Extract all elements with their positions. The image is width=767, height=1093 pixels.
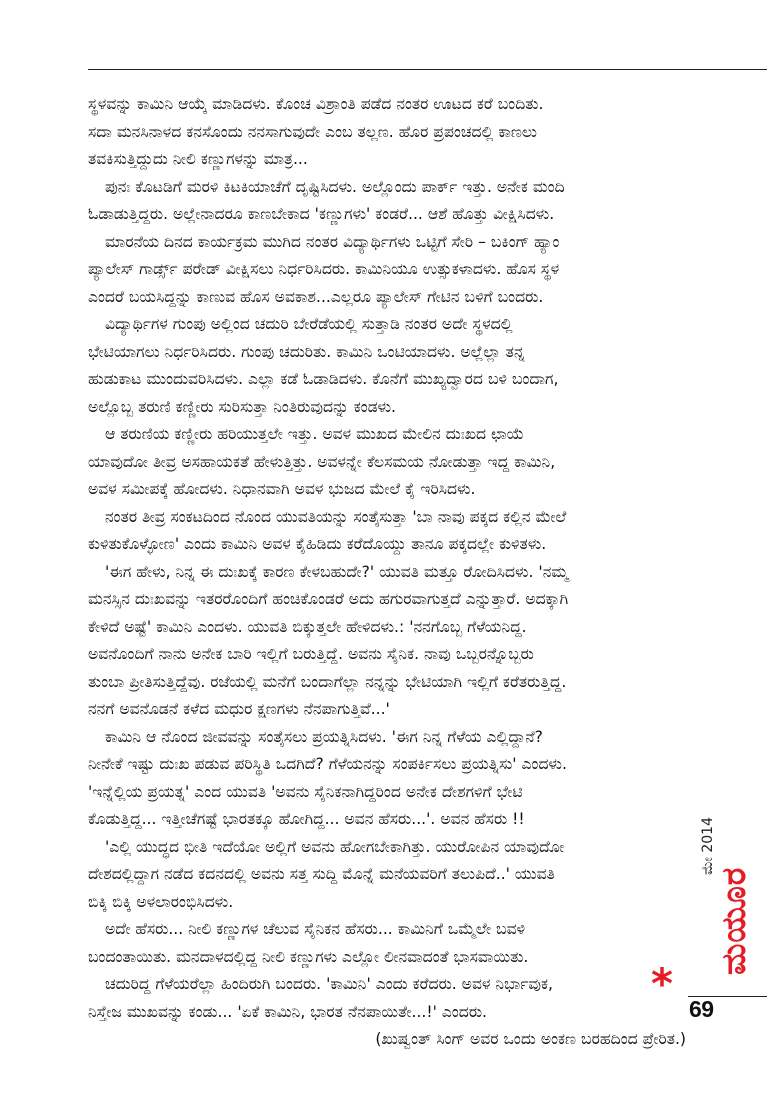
article-line: ನಿಸ್ತೇಜ ಮುಖವನ್ನು ಕಂಡು... 'ಏಕೆ ಕಾಮಿನಿ, ಭಾರತ ನೆನಪಾಯಿತೇ...!' ಎಂದರು. (88, 1002, 488, 1021)
article-line: ಓಡಾಡುತ್ತಿದ್ದರು. ಅಲ್ಲೇನಾದರೂ ಕಾಣಬೇಕಾದ 'ಕಣ್ಣುಗಳು' ಕಂಡರೆ... ಆಶೆ ಹೊತ್ತು ವೀಕ್ಷಿಸಿದಳು. (88, 205, 555, 223)
article-line: ಚದುರಿದ್ದ ಗೆಳೆಯರೆಲ್ಲಾ ಹಿಂದಿರುಗಿ ಬಂದರು. 'ಕಾಮಿನಿ' ಎಂದು ಕರೆದರು. ಅವಳ ನಿರ್ಭಾವುಕ, (105, 975, 553, 993)
article-line: ನೀನೇಕೆ ಇಷ್ಟು ದುಃಖ ಪಡುವ ಪರಿಸ್ಥಿತಿ ಒದಗಿದೆ? ಗೆಳೆಯನನ್ನು ಸಂಪರ್ಕಿಸಲು ಪ್ರಯತ್ನಿಸು' ಎಂದಳು. (88, 755, 567, 773)
article-line: 'ಈಗ ಹೇಳು, ನಿನ್ನ ಈ ದುಃಖಕ್ಕೆ ಕಾರಣ ಕೇಳಬಹುದೇ?' ಯುವತಿ ಮತ್ತೂ ರೋದಿಸಿದಳು. 'ನಮ್ಮ (105, 562, 569, 581)
article-line: ಯಾವುದೋ ತೀವ್ರ ಅಸಹಾಯಕತೆ ಹೇಳುತ್ತಿತ್ತು. ಅವಳನ್ನೇ ಕೆಲಸಮಯ ನೋಡುತ್ತಾ ಇದ್ದ ಕಾಮಿನಿ, (88, 452, 556, 471)
asterisk-icon: * (651, 959, 673, 1008)
article-line: ಬಂದಂತಾಯಿತು. ಮನದಾಳದಲ್ಲಿದ್ದ ನೀಲಿ ಕಣ್ಣುಗಳು ಎಲ್ಲೋ ಲೀನವಾದಂತೆ ಭಾಸವಾಯಿತು. (88, 947, 529, 966)
article-line: ಅದೇ ಹೆಸರು... ನೀಲಿ ಕಣ್ಣುಗಳ ಚೆಲುವ ಸೈನಿಕನ ಹೆಸರು... ಕಾಮಿನಿಗೆ ಒಮ್ಮೆಲೇ ಬವಳಿ (105, 920, 526, 938)
article-line: ಆ ತರುಣಿಯ ಕಣ್ಣೀರು ಹರಿಯುತ್ತಲೇ ಇತ್ತು. ಅವಳ ಮುಖದ ಮೇಲಿನ ದುಃಖದ ಛಾಯೆ (105, 425, 525, 443)
article-line: ಬಿಕ್ಕಿ ಬಿಕ್ಕಿ ಅಳಲಾರಂಭಿಸಿದಳು. (88, 892, 234, 911)
magazine-sidebar (686, 805, 753, 985)
article-line: ನಂತರ ತೀವ್ರ ಸಂಕಟದಿಂದ ನೊಂದ ಯುವತಿಯನ್ನು ಸಂತೈಸುತ್ತಾ 'ಬಾ ನಾವು ಪಕ್ಕದ ಕಲ್ಲಿನ ಮೇಲೆ (105, 507, 567, 526)
article-line: ವಿದ್ಯಾರ್ಥಿಗಳ ಗುಂಪು ಅಲ್ಲಿಂದ ಚದುರಿ ಬೇರೆಡೆಯಲ್ಲಿ ಸುತ್ತಾಡಿ ನಂತರ ಅದೇ ಸ್ಥಳದಲ್ಲಿ (105, 315, 513, 333)
article-line: ಹುಡುಕಾಟ ಮುಂದುವರಿಸಿದಳು. ಎಲ್ಲಾ ಕಡೆ ಓಡಾಡಿದಳು. ಕೊನೆಗೆ ಮುಖ್ಯದ್ವಾರದ ಬಳಿ ಬಂದಾಗ, (88, 370, 559, 388)
article-line: ಪ್ಯಾಲೇಸ್ ಗಾರ್ಡ್ಸ್ ಪರೇಡ್ ವೀಕ್ಷಿಸಲು ನಿರ್ಧರಿಸಿದರು. ಕಾಮಿನಿಯೂ ಉತ್ಸುಕಳಾದಳು. ಹೊಸ ಸ್ಥಳ (88, 260, 560, 278)
article-line: ಅವನೊಂದಿಗೆ ನಾನು ಅನೇಕ ಬಾರಿ ಇಲ್ಲಿಗೆ ಬರುತ್ತಿದ್ದೆ. ಅವನು ಸೈನಿಕ. ನಾವು ಒಬ್ಬರನ್ನೊಬ್ಬರು (88, 645, 534, 663)
page-number: 69 (689, 996, 714, 1022)
article-line: ಸ್ಥಳವನ್ನು ಕಾಮಿನಿ ಆಯ್ಕೆ ಮಾಡಿದಳು. ಕೊಂಚ ವಿಶ್ರಾಂತಿ ಪಡೆದ ನಂತರ ಊಟದ ಕರೆ ಬಂದಿತು. (88, 95, 544, 113)
article-line: ಮಾರನೆಯ ದಿನದ ಕಾರ್ಯಕ್ರಮ ಮುಗಿದ ನಂತರ ವಿದ್ಯಾರ್ಥಿಗಳು ಒಟ್ಟಿಗೆ ಸೇರಿ – ಬಕಿಂಗ್ ಹ್ಯಾಂ (105, 232, 560, 251)
article-line: ತವಕಿಸುತ್ತಿದ್ದುದು ನೀಲಿ ಕಣ್ಣುಗಳನ್ನು ಮಾತ್ರ... (88, 150, 308, 168)
article-line: ಎಂದರೆ ಬಯಸಿದ್ದನ್ನು ಕಾಣುವ ಹೊಸ ಅವಕಾಶ...ಎಲ್ಲರೂ ಪ್ಯಾಲೇಸ್ ಗೇಟಿನ ಬಳಿಗೆ ಬಂದರು. (88, 287, 544, 306)
article-line: ಅವಳ ಸಮೀಪಕ್ಕೆ ಹೋದಳು. ನಿಧಾನವಾಗಿ ಅವಳ ಭುಜದ ಮೇಲೆ ಕೈ ಇರಿಸಿದಳು. (88, 480, 476, 498)
article-line: ಕುಳಿತುಕೊಳ್ಳೋಣ' ಎಂದು ಕಾಮಿನಿ ಅವಳ ಕೈಹಿಡಿದು ಕರೆದೊಯ್ದು ತಾನೂ ಪಕ್ಕದಲ್ಲೇ ಕುಳಿತಳು. (88, 535, 547, 553)
issue-date: ಮೇ 2014 (700, 817, 716, 875)
attribution: (ಖುಷ್ವಂತ್ ಸಿಂಗ್ ಅವರ ಒಂದು ಅಂಕಣ ಬರಹದಿಂದ ಪ್ರೇರಿತ.) (375, 1030, 686, 1048)
article-line: ಭೇಟಿಯಾಗಲು ನಿರ್ಧರಿಸಿದರು. ಗುಂಪು ಚದುರಿತು. ಕಾಮಿನಿ ಒಂಟಿಯಾದಳು. ಅಲ್ಲೆಲ್ಲಾ ತನ್ನ (88, 342, 525, 361)
article-line: ಕೇಳಿದೆ ಅಷ್ಟೆ' ಕಾಮಿನಿ ಎಂದಳು. ಯುವತಿ ಬಿಕ್ಕುತ್ತಲೇ ಹೇಳಿದಳು.: 'ನನಗೊಬ್ಬ ಗೆಳೆಯನಿದ್ದ. (88, 617, 527, 636)
article-line: ದೇಶದಲ್ಲಿದ್ದಾಗ ನಡೆದ ಕದನದಲ್ಲಿ ಅವನು ಸತ್ತ ಸುದ್ದಿ ಮೊನ್ನೆ ಮನೆಯವರಿಗೆ ತಲುಪಿದೆ..' ಯುವತಿ (88, 865, 555, 883)
article-line: ಅಲ್ಲೊಬ್ಬ ತರುಣಿ ಕಣ್ಣೀರು ಸುರಿಸುತ್ತಾ ನಿಂತಿರುವುದನ್ನು ಕಂಡಳು. (88, 397, 397, 416)
magazine-title: ಮಯೂರ (714, 866, 753, 975)
top-divider (88, 69, 767, 70)
article-line: 'ಇನ್ನೆಲ್ಲಿಯ ಪ್ರಯತ್ನ' ಎಂದ ಯುವತಿ 'ಅವನು ಸೈನಿಕನಾಗಿದ್ದರಿಂದ ಅನೇಕ ದೇಶಗಳಿಗೆ ಭೇಟಿ (88, 782, 523, 801)
article-body (88, 91, 686, 1054)
article-line: ಕಾಮಿನಿ ಆ ನೊಂದ ಜೀವವನ್ನು ಸಂತೈಸಲು ಪ್ರಯತ್ನಿಸಿದಳು. 'ಈಗ ನಿನ್ನ ಗೆಳೆಯ ಎಲ್ಲಿದ್ದಾನೆ? (105, 727, 543, 746)
article-line: ಪುನಃ ಕೊಟಡಿಗೆ ಮರಳಿ ಕಿಟಕಿಯಾಚೆಗೆ ದೃಷ್ಟಿಸಿದಳು. ಅಲ್ಲೊಂದು ಪಾರ್ಕ್ ಇತ್ತು. ಅನೇಕ ಮಂದಿ (105, 177, 565, 196)
article-line: ಸದಾ ಮನಸಿನಾಳದ ಕನಸೊಂದು ನನಸಾಗುವುದೇ ಎಂಬ ತಲ್ಲಣ. ಹೊರ ಪ್ರಪಂಚದಲ್ಲಿ ಕಾಣಲು (88, 122, 537, 141)
article-line: ನನಗೆ ಅವನೊಡನೆ ಕಳೆದ ಮಧುರ ಕ್ಷಣಗಳು ನೆನಪಾಗುತ್ತಿವೆ...' (88, 700, 390, 718)
article-line: ತುಂಬಾ ಪ್ರೀತಿಸುತ್ತಿದ್ದೆವು. ರಜೆಯಲ್ಲಿ ಮನೆಗೆ ಬಂದಾಗೆಲ್ಲಾ ನನ್ನನ್ನು ಭೇಟಿಯಾಗಿ ಇಲ್ಲಿಗೆ ಕರೆತರುತ್ತಿದ್ದ. (88, 672, 567, 691)
article-line: 'ಎಲ್ಲಿ ಯುದ್ಧದ ಭೀತಿ ಇದೆಯೋ ಅಲ್ಲಿಗೆ ಅವನು ಹೋಗಬೇಕಾಗಿತ್ತು. ಯುರೋಪಿನ ಯಾವುದೋ (105, 837, 565, 856)
article-line: ಮನಸ್ಸಿನ ದುಃಖವನ್ನು ಇತರರೊಂದಿಗೆ ಹಂಚಿಕೊಂಡರೆ ಅದು ಹಗುರವಾಗುತ್ತದೆ ಎನ್ನುತ್ತಾರೆ. ಅದಕ್ಕಾಗಿ (88, 590, 569, 608)
article-line: ಕೊಡುತ್ತಿದ್ದ... ಇತ್ತೀಚೆಗಷ್ಟೆ ಭಾರತಕ್ಕೂ ಹೋಗಿದ್ದ... ಅವನ ಹೆಸರು...'. ಅವನ ಹೆಸರು !! (88, 810, 525, 828)
